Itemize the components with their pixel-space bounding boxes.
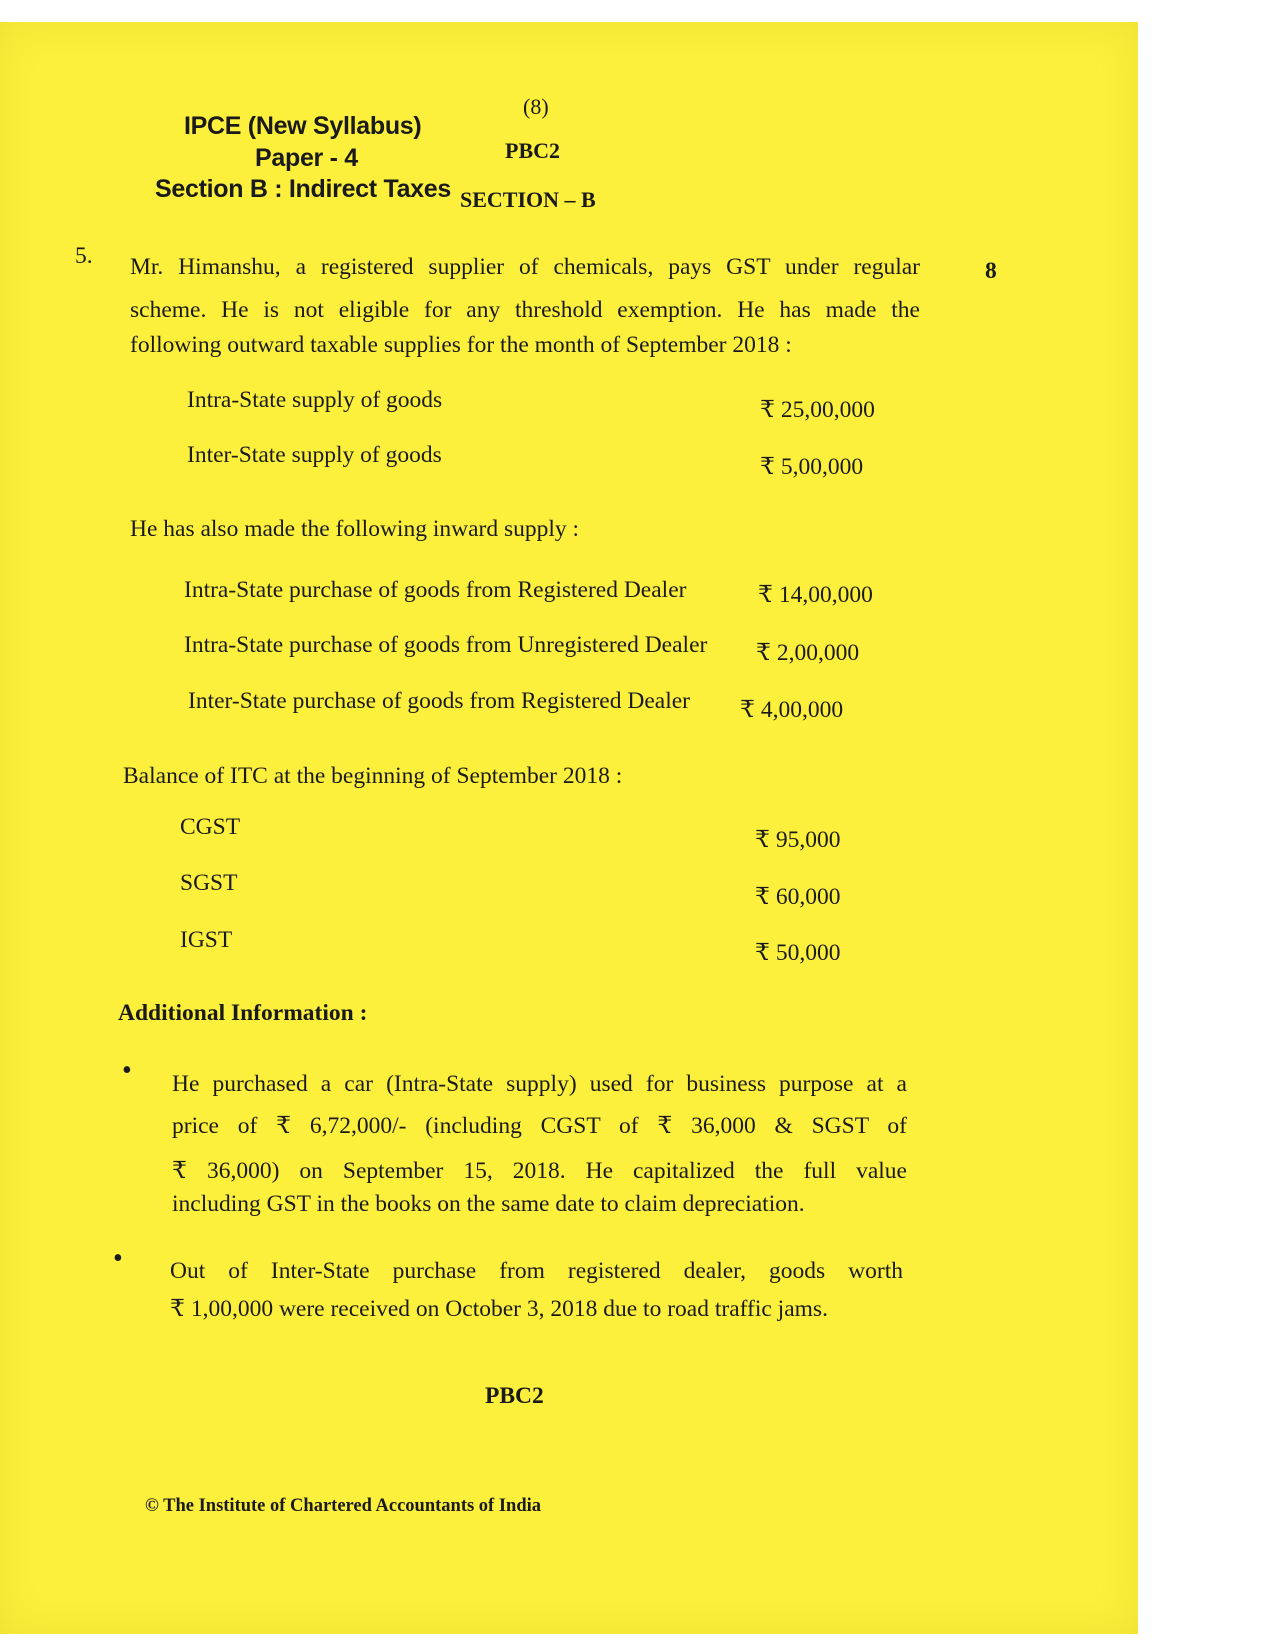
inward-label: Inter-State purchase of goods from Registered Dealer <box>188 688 690 714</box>
bullet-line: He purchased a car (Intra-State supply) used for business purpose at a <box>172 1071 907 1097</box>
outward-amount: ₹ 5,00,000 <box>760 454 864 480</box>
bullet-line: ₹ 1,00,000 were received on October 3, 2018 due to road traffic jams. <box>170 1296 828 1322</box>
itc-label: IGST <box>180 927 233 953</box>
itc-amount: ₹ 50,000 <box>755 940 841 966</box>
inward-label: Intra-State purchase of goods from Registered Dealer <box>184 577 687 603</box>
bullet-line: price of ₹ 6,72,000/- (including CGST of ₹ 36,000 & SGST of <box>172 1113 907 1139</box>
bullet-line: Out of Inter-State purchase from registered dealer, goods worth <box>170 1258 903 1284</box>
bullet-line: including GST in the books on the same date to claim depreciation. <box>172 1191 805 1217</box>
question-marks: 8 <box>985 258 997 284</box>
outward-label: Inter-State supply of goods <box>187 442 442 468</box>
inward-amount: ₹ 2,00,000 <box>756 640 860 666</box>
itc-amount: ₹ 60,000 <box>755 884 841 910</box>
question-intro-line: scheme. He is not eligible for any threshold exemption. He has made the <box>130 297 920 323</box>
inward-intro: He has also made the following inward supply : <box>130 516 580 542</box>
bullet-marker: • <box>122 1055 132 1086</box>
inward-amount: ₹ 4,00,000 <box>740 697 844 723</box>
bullet-marker: • <box>113 1243 123 1274</box>
itc-intro: Balance of ITC at the beginning of September 2018 : <box>123 763 623 789</box>
outward-amount: ₹ 25,00,000 <box>760 397 875 423</box>
paper-code: PBC2 <box>505 138 560 163</box>
copyright-notice: © The Institute of Chartered Accountants of India <box>145 1496 542 1516</box>
question-number: 5. <box>75 243 93 269</box>
question-intro-line: following outward taxable supplies for the month of September 2018 : <box>130 332 792 358</box>
syllabus-title: IPCE (New Syllabus) <box>184 112 422 140</box>
section-title: Section B : Indirect Taxes <box>155 175 451 203</box>
outward-label: Intra-State supply of goods <box>187 387 443 413</box>
section-heading: SECTION – B <box>460 187 596 212</box>
inward-amount: ₹ 14,00,000 <box>758 582 873 608</box>
itc-label: SGST <box>180 870 238 896</box>
itc-label: CGST <box>180 814 241 840</box>
additional-info-heading: Additional Information : <box>118 1000 368 1026</box>
question-intro-line: Mr. Himanshu, a registered supplier of chemicals, pays GST under regular <box>130 254 920 280</box>
paper-title: Paper - 4 <box>255 144 358 172</box>
inward-label: Intra-State purchase of goods from Unregistered Dealer <box>184 632 708 658</box>
bullet-line: ₹ 36,000) on September 15, 2018. He capitalized the full value <box>172 1158 907 1184</box>
footer-paper-code: PBC2 <box>485 1383 544 1409</box>
page-number: (8) <box>523 94 549 119</box>
itc-amount: ₹ 95,000 <box>755 827 841 853</box>
